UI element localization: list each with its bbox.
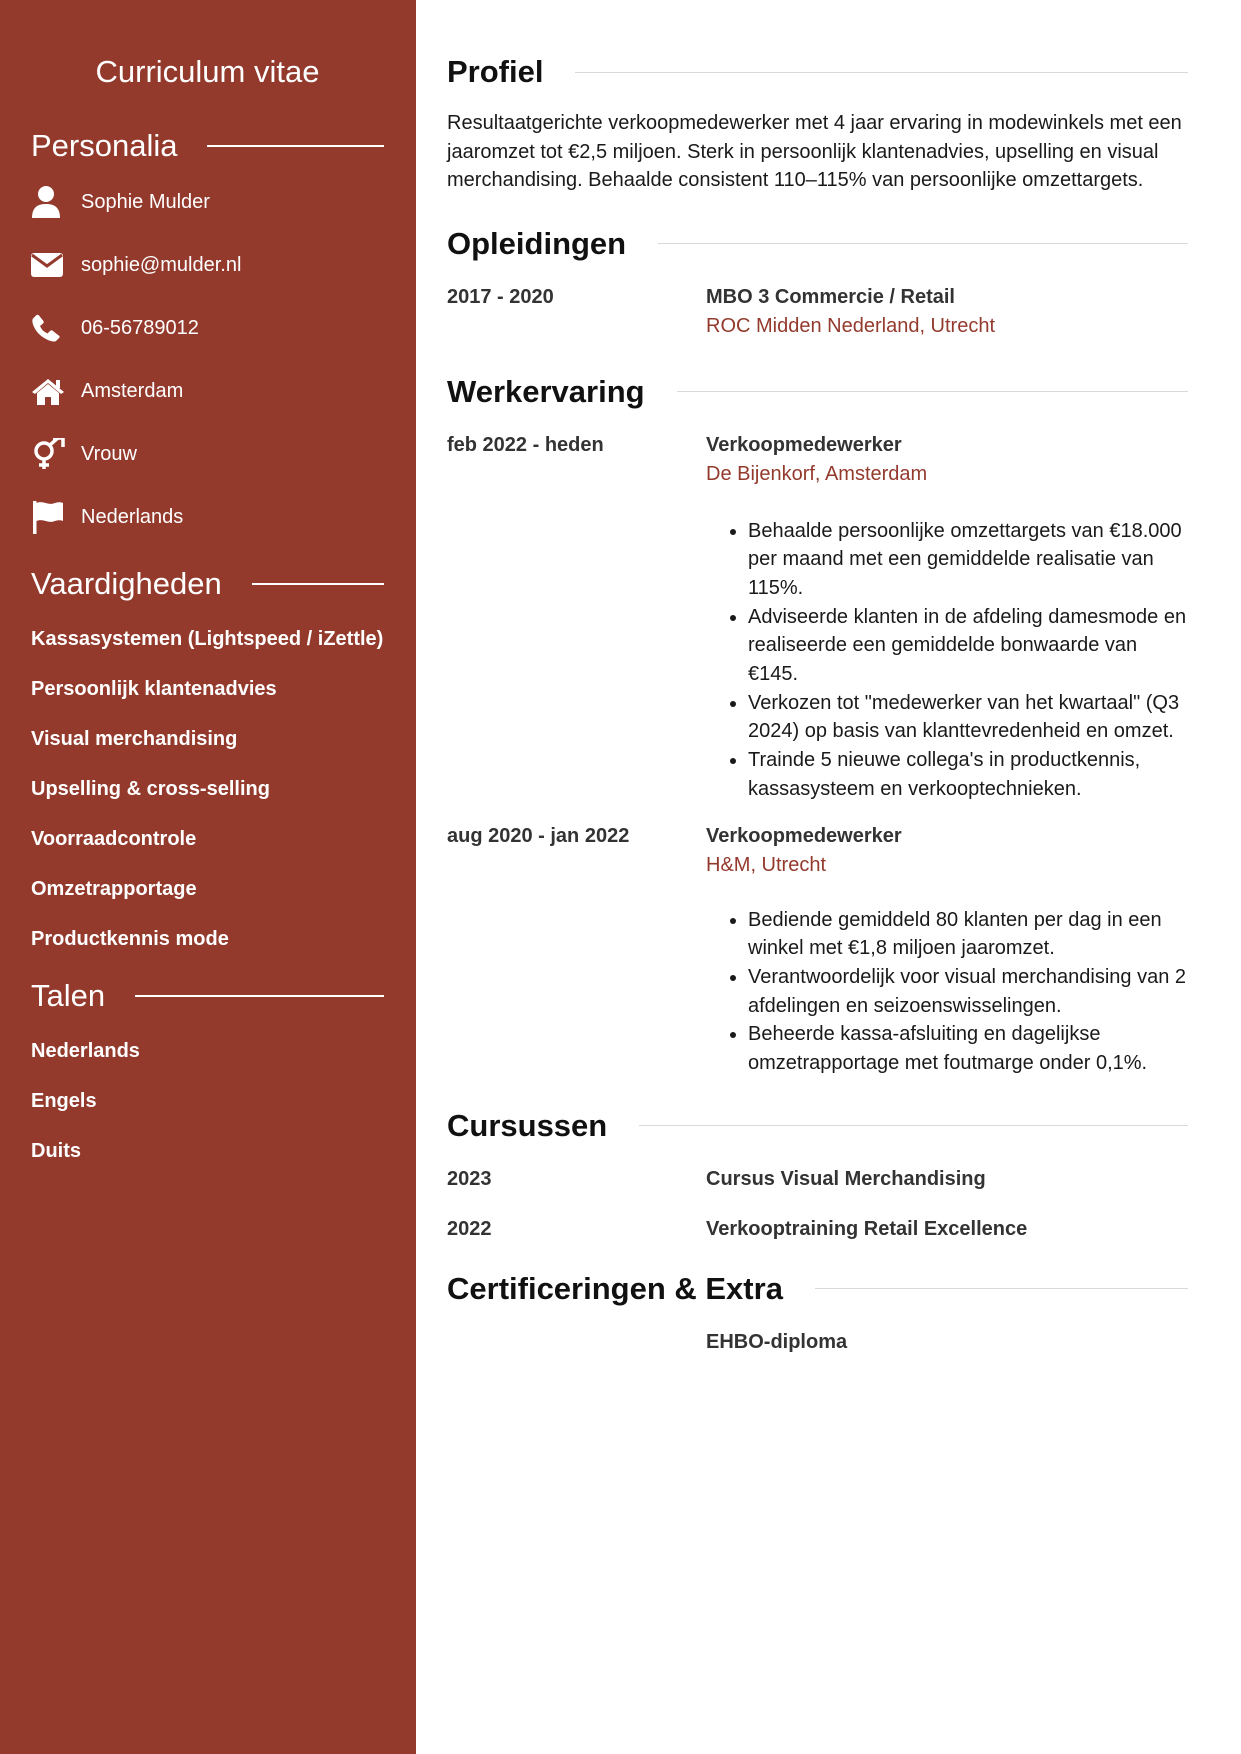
home-icon	[31, 374, 65, 408]
contact-list	[31, 185, 384, 534]
opleidingen-header	[447, 221, 1188, 267]
werkervaring-header	[447, 369, 1188, 415]
cursussen-header	[447, 1103, 1188, 1149]
skill-list	[31, 625, 384, 954]
flag-icon	[31, 500, 65, 534]
job-entry	[447, 431, 1188, 804]
contact-nationality	[31, 500, 384, 534]
certificate-title: EHBO-diploma	[706, 1330, 848, 1353]
job-bullet: • Trainde 5 nieuwe collega's in productkennis, kassasysteem en verkooptechnieken.	[748, 746, 1188, 803]
job-employer: De Bijenkorf, Amsterdam	[706, 462, 928, 485]
job-title: Verkoopmedewerker	[706, 824, 902, 847]
contact-email[interactable]	[31, 248, 384, 282]
course-title: Cursus Visual Merchandising	[706, 1167, 986, 1190]
talen-heading: Talen	[31, 978, 106, 1013]
phone-icon	[31, 311, 65, 345]
contact-name	[31, 185, 384, 219]
job-bullet: • Behaalde persoonlijke omzettargets van €18.000 per maand met een gemiddelde realisatie van 115%.	[748, 517, 1188, 603]
job-employer: H&M, Utrecht	[706, 853, 827, 876]
certificeringen-heading: Certificeringen & Extra	[447, 1270, 783, 1306]
profiel-heading: Profiel	[447, 54, 544, 89]
language-item: Nederlands	[31, 1040, 140, 1062]
user-icon	[31, 185, 65, 219]
envelope-icon	[31, 248, 65, 282]
job-bullet: • Verantwoordelijk voor visual merchandising van 2 afdelingen en seizoenswisselingen.	[748, 963, 1188, 1020]
skill-item: Visual merchandising	[31, 728, 238, 750]
skill-item: Persoonlijk klantenadvies	[31, 678, 277, 700]
skill-item: Omzetrapportage	[31, 878, 197, 900]
contact-phone[interactable]	[31, 311, 384, 345]
course-date: 2023	[447, 1167, 492, 1190]
cursussen-heading: Cursussen	[447, 1107, 608, 1143]
personalia-divider	[207, 145, 384, 147]
job-date: feb 2022 - heden	[447, 433, 604, 456]
course-title: Verkooptraining Retail Excellence	[706, 1217, 1028, 1240]
profiel-header	[447, 49, 1188, 95]
job-bullet: • Verkozen tot "medewerker van het kwartaal" (Q3 2024) op basis van klanttevredenheid en omzet.	[748, 689, 1188, 746]
job-entry	[447, 822, 1188, 1078]
personalia-heading: Personalia	[31, 128, 178, 163]
cursussen-divider	[639, 1125, 1188, 1126]
job-date: aug 2020 - jan 2022	[447, 824, 630, 847]
vaardigheden-header	[31, 563, 384, 605]
job-bullets	[706, 517, 1188, 804]
cv-title: Curriculum vitae	[95, 54, 320, 89]
contact-name-text: Sophie Mulder	[81, 190, 210, 213]
certificeringen-divider	[815, 1288, 1188, 1289]
werkervaring-divider	[677, 391, 1188, 392]
profile-summary: Resultaatgerichte verkoopmedewerker met 4 jaar ervaring in modewinkels met een jaaromzet tot €2,5 miljoen. Sterk in persoonlijk klantenadvies, upselling en visual merchandising. Behaalde consistent 110–115% van persoonlijke omzettargets.	[447, 112, 1182, 191]
job-bullet: • Beheerde kassa-afsluiting en dagelijkse omzetrapportage met foutmarge onder 0,1%.	[748, 1020, 1188, 1077]
contact-gender	[31, 437, 384, 471]
job-bullet: • Bediende gemiddeld 80 klanten per dag in een winkel met €1,8 miljoen jaaromzet.	[748, 906, 1188, 963]
certificate-date	[447, 1328, 706, 1357]
job-title: Verkoopmedewerker	[706, 433, 902, 456]
course-date: 2022	[447, 1217, 492, 1240]
skill-item: Upselling & cross-selling	[31, 778, 270, 800]
contact-gender-text: Vrouw	[81, 442, 137, 465]
contact-city-text: Amsterdam	[81, 379, 184, 402]
contact-city	[31, 374, 384, 408]
vaardigheden-divider	[252, 583, 384, 585]
skill-item: Kassasystemen (Lightspeed / iZettle)	[31, 628, 384, 650]
language-item: Duits	[31, 1140, 81, 1162]
opleidingen-divider	[658, 243, 1188, 244]
job-bullet: • Adviseerde klanten in de afdeling damesmode en realiseerde een gemiddelde bonwaarde van €145.	[748, 603, 1188, 689]
education-school: ROC Midden Nederland, Utrecht	[706, 314, 996, 337]
course-entry	[447, 1215, 1188, 1244]
talen-header	[31, 975, 384, 1017]
education-title: MBO 3 Commercie / Retail	[706, 285, 955, 308]
main-content	[447, 0, 1188, 1357]
vaardigheden-heading: Vaardigheden	[31, 566, 222, 601]
certificate-entry	[447, 1328, 1188, 1357]
education-entry	[447, 283, 1188, 341]
skill-item: Voorraadcontrole	[31, 828, 197, 850]
opleidingen-heading: Opleidingen	[447, 225, 627, 261]
werkervaring-heading: Werkervaring	[447, 373, 645, 409]
contact-nationality-text: Nederlands	[81, 505, 184, 528]
contact-phone-text[interactable]: 06-56789012	[81, 316, 199, 339]
contact-email-text[interactable]: sophie@mulder.nl	[81, 253, 242, 276]
sidebar	[0, 0, 416, 1754]
language-list	[31, 1037, 384, 1166]
job-bullets	[706, 906, 1188, 1078]
gender-icon	[31, 437, 65, 471]
certificeringen-header	[447, 1266, 1188, 1312]
talen-divider	[135, 995, 384, 997]
profiel-divider	[575, 72, 1188, 73]
skill-item: Productkennis mode	[31, 928, 229, 950]
language-item: Engels	[31, 1090, 97, 1112]
personalia-header	[31, 125, 384, 167]
course-entry	[447, 1165, 1188, 1194]
education-date: 2017 - 2020	[447, 285, 554, 308]
